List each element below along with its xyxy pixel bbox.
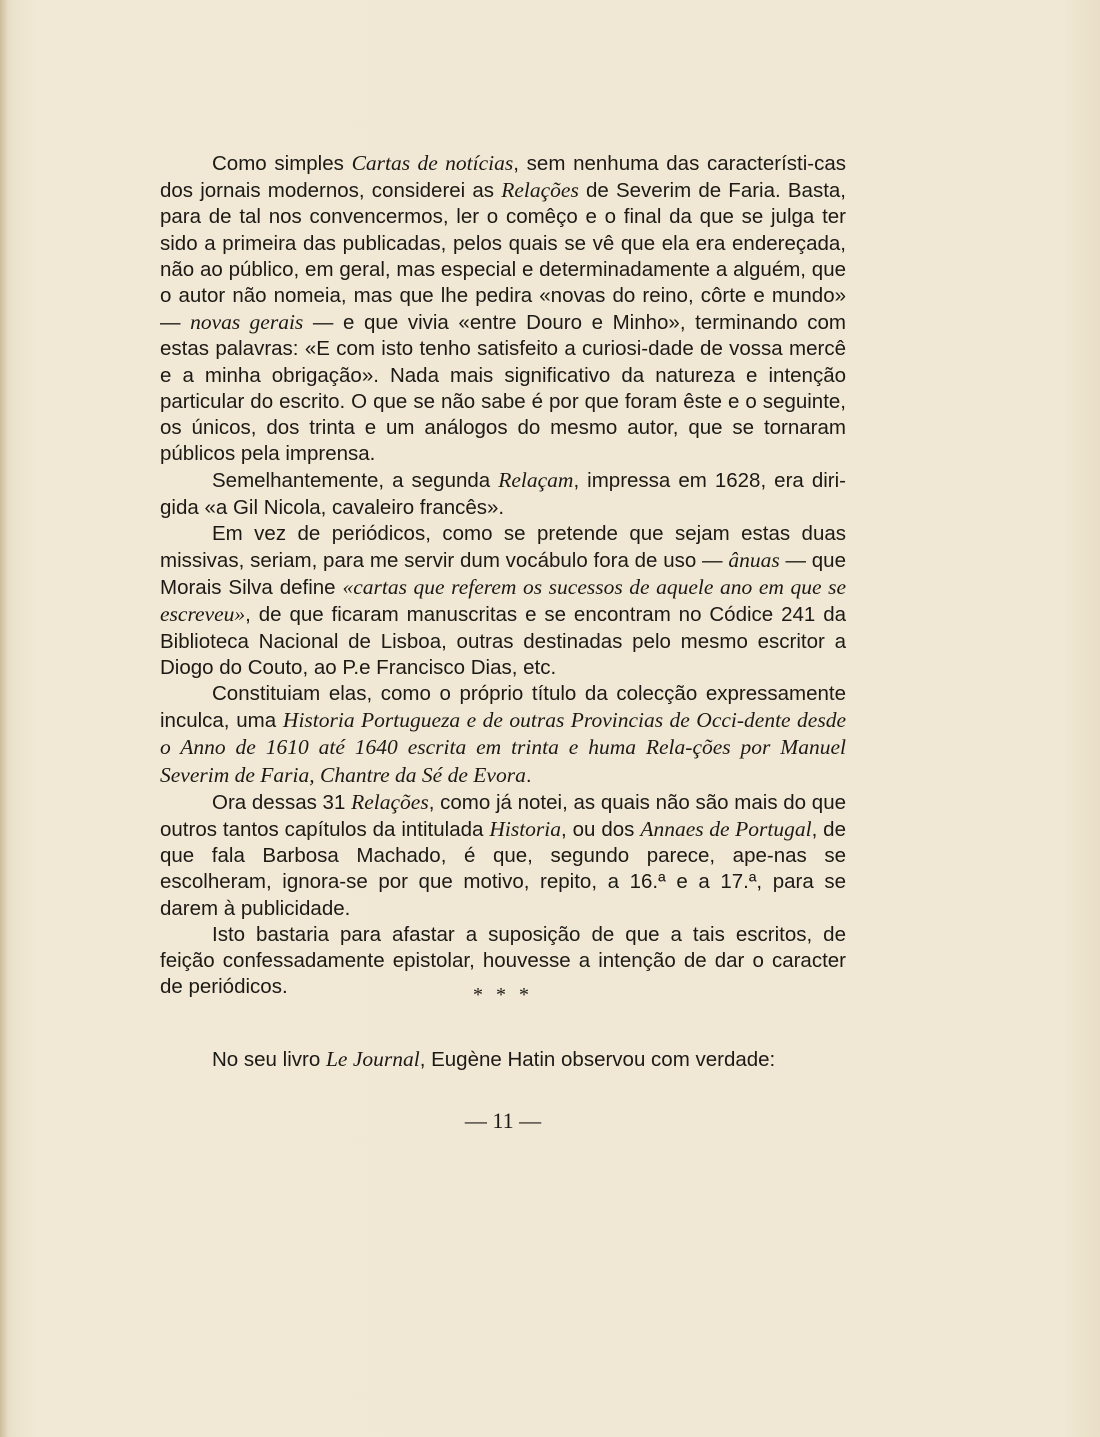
paragraph-5-text-run: , ou dos xyxy=(561,818,641,842)
paragraph-6-text-run: Isto bastaria para afastar a suposição de que a tais escritos, de feição confessadamente epistolar, houvesse a intenção de dar o caracter de periódicos. xyxy=(160,922,846,999)
final-text xyxy=(160,1046,846,1073)
page-binding-edge xyxy=(0,0,8,1437)
paragraph-2-text-run: Semelhantemente, a segunda xyxy=(212,469,499,493)
paragraph-5-text-run: , como já notei, as quais não são mais do que outros tantos capítulos da intitulada xyxy=(160,790,847,842)
paragraph-final xyxy=(160,1046,846,1073)
final-paragraph-italic-run: Le Journal xyxy=(325,1047,420,1071)
paragraph-5-text-run: , de que fala Barbosa Machado, é que, segundo parece, ape-nas se escolheram, ignora-se por que motivo, repito, a 16.ª e a 17.ª, para se darem à publicidade. xyxy=(160,818,846,920)
paragraph-4-text-run: Constituiam elas, como o próprio título da colecção expressamente inculca, uma xyxy=(160,682,846,733)
paragraph-5-italic-run: Annaes de Portugal xyxy=(640,817,812,842)
body-text xyxy=(160,150,846,1001)
paragraph-3-italic-run: «cartas que referem os sucessos de aquele ano em que se escreveu» xyxy=(160,575,846,627)
paragraph-3-text-run: — que Morais Silva define xyxy=(160,549,846,600)
paragraph-1 xyxy=(160,150,846,467)
paragraph-4 xyxy=(160,681,846,789)
paragraph-2-text-run: , impressa em 1628, era diri-gida «a Gil Nicola, cavaleiro francês». xyxy=(160,469,846,519)
section-separator: * * * xyxy=(473,984,533,1006)
paragraph-1-text-run: de Severim de Faria. Basta, para de tal nos convencermos, ler o comêço e o final da que se julga ter sido a primeira das publicadas, pelos quais se vê que ela era endereçada, não ao público, em geral, mas especial e determinadamente a alguém, que o autor não nomeia, mas que lhe pedira «novas do reino, côrte e mundo» — xyxy=(160,179,846,335)
paragraph-5-italic-run: Historia xyxy=(489,817,562,842)
paragraph-1-italic-run: Relações xyxy=(501,178,579,203)
paragraph-5-italic-run: Relações xyxy=(351,789,429,814)
final-paragraph-text-run: , Eugène Hatin observou com verdade: xyxy=(419,1048,776,1071)
paragraph-4-italic-run: Historia Portugueza e de outras Provincias de Occi-dente desde o Anno de 1610 até 1640 escrita em trinta e huma Rela-ções por Manuel Severim de Faria, Chantre da Sé de Evora xyxy=(160,708,846,787)
paragraph-3-text-run: Em vez de periódicos, como se pretende que sejam estas duas missivas, seriam, para me servir dum vocábulo fora de uso — xyxy=(160,521,846,573)
page-number: — 11 — xyxy=(464,1108,542,1133)
paragraph-2 xyxy=(160,467,846,520)
paragraph-5-text-run: Ora dessas 31 xyxy=(212,790,352,814)
paragraph-4-text-run: . xyxy=(525,763,532,787)
paragraph-3-text-run: , de que ficaram manuscritas e se encontram no Códice 241 da Biblioteca Nacional de Lisboa, outras destinadas pelo mesmo escritor a Diogo do Couto, ao P.e Francisco Dias, etc. xyxy=(160,603,846,679)
paragraph-3-italic-run: ânuas xyxy=(728,548,780,573)
paragraph-1-text-run: , sem nenhuma das característi-cas dos jornais modernos, considerei as xyxy=(160,152,847,203)
paragraph-3 xyxy=(160,521,846,681)
paragraph-1-italic-run: Cartas de notícias xyxy=(351,151,514,175)
paragraph-1-text-run: Como simples xyxy=(212,152,352,175)
paragraph-1-text-run: — e que vivia «entre Douro e Minho», terminando com estas palavras: «E com isto tenho satisfeito a curiosi-dade de vossa mercê e a minha obrigação». Nada mais significativo da natureza e intenção particular do escrito. O que se não sabe é por que foram êste e o seguinte, os únicos, dos trinta e um análogos do mesmo autor, que se tornaram públicos pela imprensa. xyxy=(160,311,847,466)
final-paragraph-text-run: No seu livro xyxy=(212,1048,326,1071)
paragraph-5 xyxy=(160,789,846,922)
paragraph-1-italic-run: novas gerais xyxy=(190,310,304,335)
paragraph-2-italic-run: Relaçam xyxy=(498,468,574,493)
